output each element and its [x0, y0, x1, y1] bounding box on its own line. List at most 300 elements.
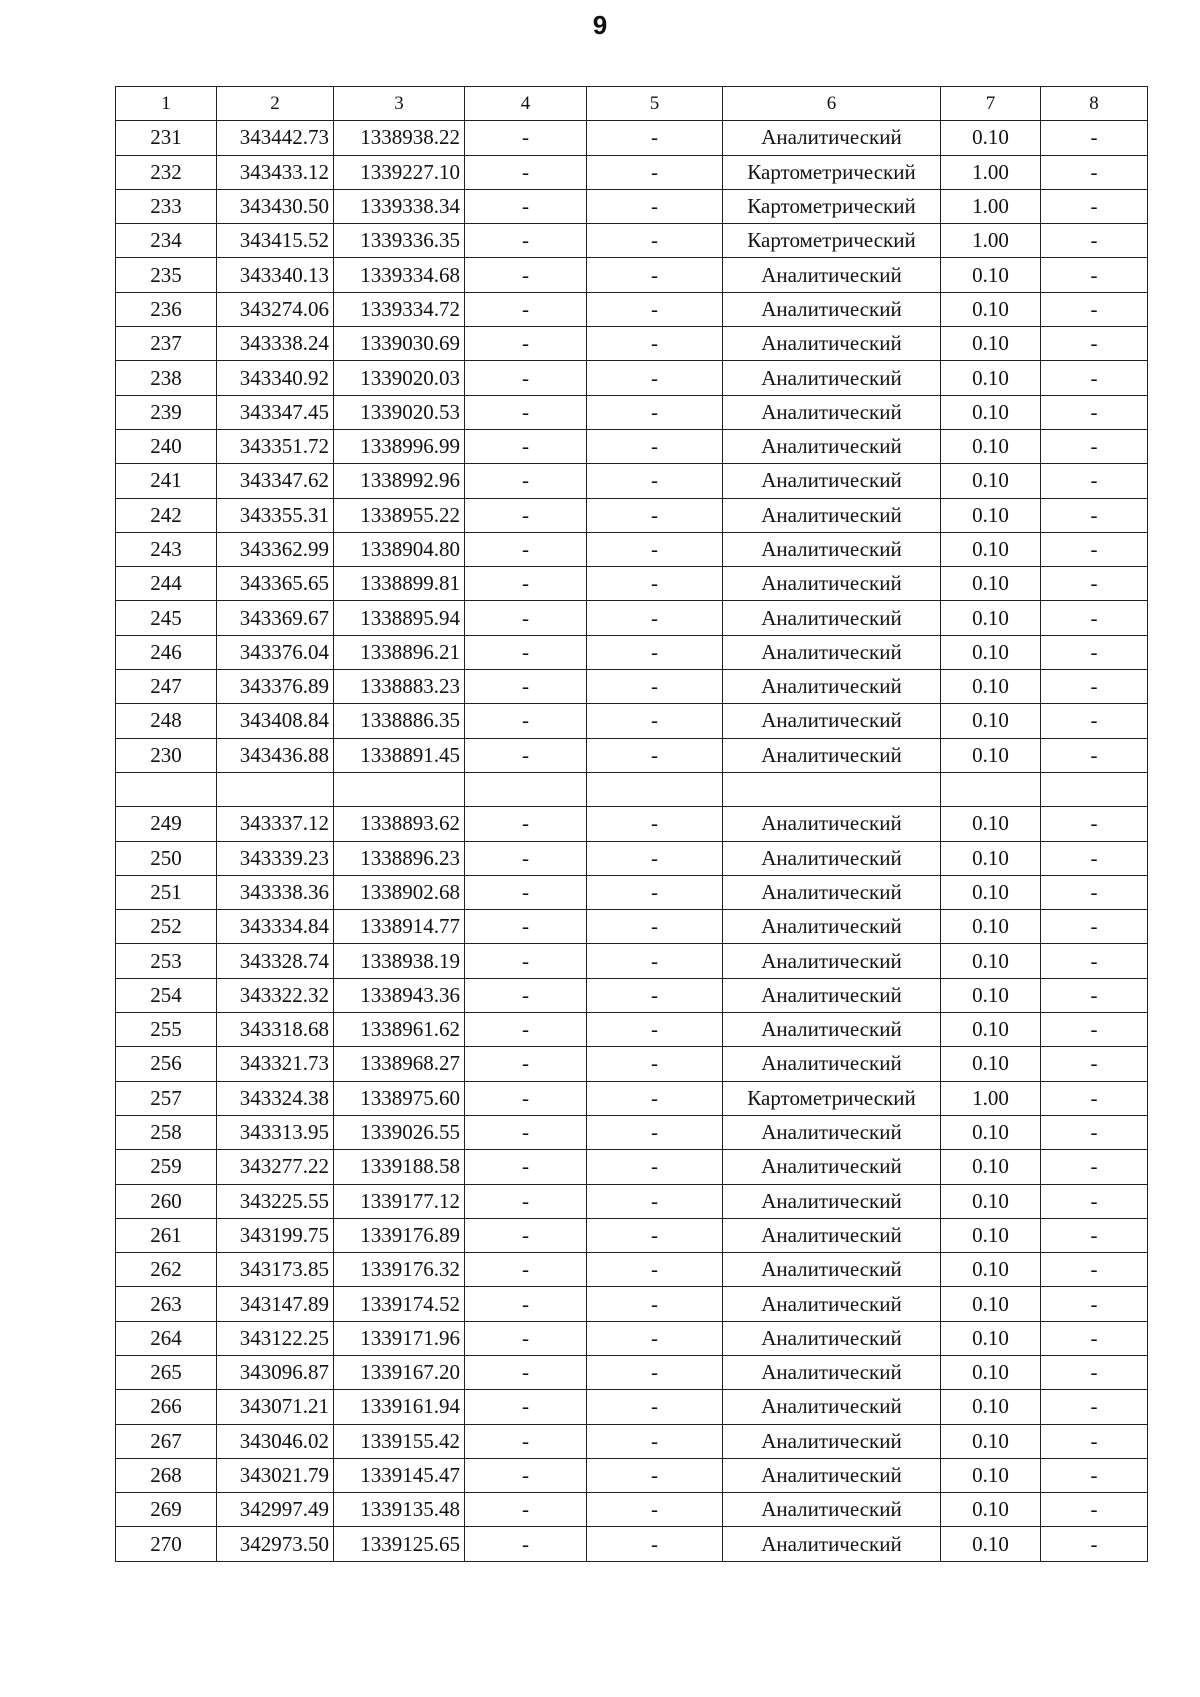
column-8-cell: - — [1041, 1047, 1148, 1081]
point-number-cell: 267 — [116, 1424, 217, 1458]
point-number-cell: 235 — [116, 258, 217, 292]
x-coordinate-cell: 343334.84 — [217, 910, 334, 944]
column-5-cell: - — [587, 910, 723, 944]
table-row — [116, 395, 1148, 429]
column-4-cell: - — [465, 1253, 587, 1287]
column-8-cell: - — [1041, 464, 1148, 498]
y-coordinate-cell: 1338883.23 — [334, 670, 465, 704]
x-coordinate-cell: 343365.65 — [217, 567, 334, 601]
x-coordinate-cell — [217, 772, 334, 806]
point-number-cell: 266 — [116, 1390, 217, 1424]
column-5-cell: - — [587, 1493, 723, 1527]
method-cell: Аналитический — [723, 498, 941, 532]
table-row — [116, 875, 1148, 909]
table-row — [116, 978, 1148, 1012]
point-number-cell: 247 — [116, 670, 217, 704]
method-cell — [723, 772, 941, 806]
point-number-cell: 260 — [116, 1184, 217, 1218]
x-coordinate-cell: 343322.32 — [217, 978, 334, 1012]
x-coordinate-cell: 343340.13 — [217, 258, 334, 292]
table-row — [116, 704, 1148, 738]
column-4-cell: - — [465, 738, 587, 772]
column-5-cell: - — [587, 635, 723, 669]
column-8-cell: - — [1041, 738, 1148, 772]
header-cell: 5 — [587, 87, 723, 121]
method-cell: Аналитический — [723, 567, 941, 601]
column-5-cell: - — [587, 1081, 723, 1115]
table-row — [116, 944, 1148, 978]
table-row — [116, 1047, 1148, 1081]
accuracy-cell: 0.10 — [941, 1287, 1041, 1321]
column-4-cell: - — [465, 910, 587, 944]
method-cell: Аналитический — [723, 1218, 941, 1252]
point-number-cell: 248 — [116, 704, 217, 738]
accuracy-cell: 0.10 — [941, 1218, 1041, 1252]
y-coordinate-cell: 1339020.53 — [334, 395, 465, 429]
table-row — [116, 1355, 1148, 1389]
y-coordinate-cell: 1338968.27 — [334, 1047, 465, 1081]
accuracy-cell: 0.10 — [941, 1493, 1041, 1527]
x-coordinate-cell: 343351.72 — [217, 429, 334, 463]
x-coordinate-cell: 343277.22 — [217, 1150, 334, 1184]
table-row — [116, 1321, 1148, 1355]
method-cell: Аналитический — [723, 532, 941, 566]
column-4-cell: - — [465, 498, 587, 532]
column-8-cell: - — [1041, 1184, 1148, 1218]
point-number-cell: 256 — [116, 1047, 217, 1081]
y-coordinate-cell: 1338914.77 — [334, 910, 465, 944]
method-cell: Аналитический — [723, 1355, 941, 1389]
column-4-cell: - — [465, 1355, 587, 1389]
column-5-cell: - — [587, 121, 723, 155]
column-5-cell: - — [587, 532, 723, 566]
table-row — [116, 1493, 1148, 1527]
x-coordinate-cell: 343096.87 — [217, 1355, 334, 1389]
method-cell: Аналитический — [723, 1150, 941, 1184]
x-coordinate-cell: 343340.92 — [217, 361, 334, 395]
table-row — [116, 635, 1148, 669]
column-5-cell: - — [587, 841, 723, 875]
column-4-cell: - — [465, 121, 587, 155]
method-cell: Аналитический — [723, 704, 941, 738]
point-number-cell: 230 — [116, 738, 217, 772]
x-coordinate-cell: 343436.88 — [217, 738, 334, 772]
accuracy-cell: 0.10 — [941, 1013, 1041, 1047]
column-8-cell: - — [1041, 978, 1148, 1012]
point-number-cell: 261 — [116, 1218, 217, 1252]
column-5-cell: - — [587, 978, 723, 1012]
point-number-cell: 253 — [116, 944, 217, 978]
point-number-cell: 236 — [116, 292, 217, 326]
column-4-cell: - — [465, 978, 587, 1012]
point-number-cell: 251 — [116, 875, 217, 909]
column-8-cell: - — [1041, 395, 1148, 429]
column-5-cell: - — [587, 1424, 723, 1458]
column-5-cell: - — [587, 498, 723, 532]
x-coordinate-cell: 343442.73 — [217, 121, 334, 155]
column-8-cell: - — [1041, 704, 1148, 738]
table-row — [116, 738, 1148, 772]
column-8-cell: - — [1041, 1321, 1148, 1355]
x-coordinate-cell: 343328.74 — [217, 944, 334, 978]
header-cell: 2 — [217, 87, 334, 121]
x-coordinate-cell: 343225.55 — [217, 1184, 334, 1218]
column-5-cell: - — [587, 704, 723, 738]
point-number-cell: 242 — [116, 498, 217, 532]
accuracy-cell: 0.10 — [941, 121, 1041, 155]
column-8-cell: - — [1041, 224, 1148, 258]
accuracy-cell: 0.10 — [941, 1458, 1041, 1492]
x-coordinate-cell: 343046.02 — [217, 1424, 334, 1458]
point-number-cell: 243 — [116, 532, 217, 566]
column-4-cell: - — [465, 1184, 587, 1218]
method-cell: Картометрический — [723, 155, 941, 189]
table-row — [116, 1115, 1148, 1149]
point-number-cell: 238 — [116, 361, 217, 395]
table-row — [116, 1424, 1148, 1458]
accuracy-cell: 0.10 — [941, 1355, 1041, 1389]
method-cell: Картометрический — [723, 189, 941, 223]
column-4-cell: - — [465, 841, 587, 875]
method-cell: Аналитический — [723, 1253, 941, 1287]
method-cell: Аналитический — [723, 841, 941, 875]
column-4-cell: - — [465, 327, 587, 361]
y-coordinate-cell: 1339334.68 — [334, 258, 465, 292]
x-coordinate-cell: 343415.52 — [217, 224, 334, 258]
column-5-cell: - — [587, 1047, 723, 1081]
y-coordinate-cell: 1338893.62 — [334, 807, 465, 841]
accuracy-cell: 1.00 — [941, 189, 1041, 223]
method-cell: Аналитический — [723, 464, 941, 498]
column-4-cell: - — [465, 567, 587, 601]
accuracy-cell: 0.10 — [941, 738, 1041, 772]
point-number-cell: 258 — [116, 1115, 217, 1149]
point-number-cell: 257 — [116, 1081, 217, 1115]
y-coordinate-cell: 1339020.03 — [334, 361, 465, 395]
accuracy-cell: 0.10 — [941, 1321, 1041, 1355]
accuracy-cell: 0.10 — [941, 361, 1041, 395]
method-cell: Аналитический — [723, 1493, 941, 1527]
header-cell: 8 — [1041, 87, 1148, 121]
page-number: 9 — [592, 10, 608, 40]
accuracy-cell: 0.10 — [941, 292, 1041, 326]
point-number-cell: 254 — [116, 978, 217, 1012]
column-8-cell: - — [1041, 944, 1148, 978]
y-coordinate-cell: 1339338.34 — [334, 189, 465, 223]
column-5-cell: - — [587, 155, 723, 189]
method-cell: Аналитический — [723, 1424, 941, 1458]
table-row — [116, 292, 1148, 326]
column-5-cell: - — [587, 875, 723, 909]
method-cell: Аналитический — [723, 875, 941, 909]
column-4-cell: - — [465, 875, 587, 909]
point-number-cell: 252 — [116, 910, 217, 944]
column-5-cell: - — [587, 224, 723, 258]
header-cell: 6 — [723, 87, 941, 121]
y-coordinate-cell: 1338896.23 — [334, 841, 465, 875]
method-cell: Аналитический — [723, 635, 941, 669]
table-row — [116, 567, 1148, 601]
table-row — [116, 772, 1148, 806]
x-coordinate-cell: 343071.21 — [217, 1390, 334, 1424]
method-cell: Картометрический — [723, 1081, 941, 1115]
accuracy-cell: 0.10 — [941, 1424, 1041, 1458]
accuracy-cell — [941, 772, 1041, 806]
column-8-cell: - — [1041, 361, 1148, 395]
x-coordinate-cell: 342973.50 — [217, 1527, 334, 1561]
column-8-cell: - — [1041, 532, 1148, 566]
method-cell: Аналитический — [723, 1287, 941, 1321]
column-4-cell: - — [465, 429, 587, 463]
column-8-cell: - — [1041, 1390, 1148, 1424]
column-4-cell: - — [465, 1047, 587, 1081]
column-5-cell: - — [587, 1287, 723, 1321]
column-4-cell: - — [465, 532, 587, 566]
table-header-row — [116, 87, 1148, 121]
method-cell: Аналитический — [723, 1047, 941, 1081]
column-5-cell: - — [587, 1253, 723, 1287]
accuracy-cell: 0.10 — [941, 704, 1041, 738]
table-row — [116, 532, 1148, 566]
method-cell: Аналитический — [723, 807, 941, 841]
table-row — [116, 1287, 1148, 1321]
method-cell: Аналитический — [723, 1013, 941, 1047]
table-row — [116, 807, 1148, 841]
column-8-cell: - — [1041, 121, 1148, 155]
accuracy-cell: 0.10 — [941, 670, 1041, 704]
column-4-cell: - — [465, 704, 587, 738]
y-coordinate-cell: 1338891.45 — [334, 738, 465, 772]
accuracy-cell: 1.00 — [941, 1081, 1041, 1115]
column-4-cell: - — [465, 224, 587, 258]
point-number-cell: 265 — [116, 1355, 217, 1389]
x-coordinate-cell: 343021.79 — [217, 1458, 334, 1492]
method-cell: Аналитический — [723, 978, 941, 1012]
accuracy-cell: 0.10 — [941, 1390, 1041, 1424]
accuracy-cell: 0.10 — [941, 532, 1041, 566]
accuracy-cell: 0.10 — [941, 601, 1041, 635]
accuracy-cell: 0.10 — [941, 910, 1041, 944]
point-number-cell: 264 — [116, 1321, 217, 1355]
method-cell: Картометрический — [723, 224, 941, 258]
accuracy-cell: 0.10 — [941, 1184, 1041, 1218]
x-coordinate-cell: 343274.06 — [217, 292, 334, 326]
column-5-cell: - — [587, 327, 723, 361]
x-coordinate-cell: 343199.75 — [217, 1218, 334, 1252]
table-row — [116, 327, 1148, 361]
accuracy-cell: 0.10 — [941, 1253, 1041, 1287]
accuracy-cell: 1.00 — [941, 155, 1041, 189]
x-coordinate-cell: 343338.36 — [217, 875, 334, 909]
x-coordinate-cell: 343430.50 — [217, 189, 334, 223]
y-coordinate-cell: 1339188.58 — [334, 1150, 465, 1184]
column-8-cell: - — [1041, 189, 1148, 223]
point-number-cell: 239 — [116, 395, 217, 429]
column-8-cell: - — [1041, 1355, 1148, 1389]
column-8-cell — [1041, 772, 1148, 806]
accuracy-cell: 0.10 — [941, 944, 1041, 978]
column-8-cell: - — [1041, 1424, 1148, 1458]
y-coordinate-cell: 1338961.62 — [334, 1013, 465, 1047]
point-number-cell: 250 — [116, 841, 217, 875]
table-row — [116, 464, 1148, 498]
point-number-cell: 270 — [116, 1527, 217, 1561]
point-number-cell: 255 — [116, 1013, 217, 1047]
column-8-cell: - — [1041, 1253, 1148, 1287]
x-coordinate-cell: 343173.85 — [217, 1253, 334, 1287]
accuracy-cell: 0.10 — [941, 567, 1041, 601]
method-cell: Аналитический — [723, 395, 941, 429]
method-cell: Аналитический — [723, 1184, 941, 1218]
column-5-cell: - — [587, 601, 723, 635]
header-cell: 7 — [941, 87, 1041, 121]
table-body — [116, 87, 1148, 1562]
method-cell: Аналитический — [723, 258, 941, 292]
accuracy-cell: 0.10 — [941, 258, 1041, 292]
table-row — [116, 1527, 1148, 1561]
table-row — [116, 1458, 1148, 1492]
table-row — [116, 1081, 1148, 1115]
table-row — [116, 1184, 1148, 1218]
point-number-cell: 268 — [116, 1458, 217, 1492]
method-cell: Аналитический — [723, 910, 941, 944]
y-coordinate-cell: 1338938.19 — [334, 944, 465, 978]
y-coordinate-cell: 1339334.72 — [334, 292, 465, 326]
table-row — [116, 155, 1148, 189]
y-coordinate-cell: 1339174.52 — [334, 1287, 465, 1321]
column-5-cell: - — [587, 807, 723, 841]
accuracy-cell: 0.10 — [941, 807, 1041, 841]
column-4-cell: - — [465, 258, 587, 292]
method-cell: Аналитический — [723, 738, 941, 772]
column-8-cell: - — [1041, 1115, 1148, 1149]
column-4-cell: - — [465, 1527, 587, 1561]
x-coordinate-cell: 343321.73 — [217, 1047, 334, 1081]
table-row — [116, 1218, 1148, 1252]
column-8-cell: - — [1041, 498, 1148, 532]
y-coordinate-cell: 1338904.80 — [334, 532, 465, 566]
accuracy-cell: 0.10 — [941, 464, 1041, 498]
column-4-cell: - — [465, 464, 587, 498]
y-coordinate-cell: 1338895.94 — [334, 601, 465, 635]
method-cell: Аналитический — [723, 292, 941, 326]
y-coordinate-cell: 1339336.35 — [334, 224, 465, 258]
x-coordinate-cell: 343313.95 — [217, 1115, 334, 1149]
y-coordinate-cell: 1339030.69 — [334, 327, 465, 361]
y-coordinate-cell: 1338899.81 — [334, 567, 465, 601]
header-cell: 1 — [116, 87, 217, 121]
y-coordinate-cell: 1338902.68 — [334, 875, 465, 909]
column-8-cell: - — [1041, 1150, 1148, 1184]
point-number-cell: 259 — [116, 1150, 217, 1184]
column-4-cell: - — [465, 944, 587, 978]
column-5-cell: - — [587, 1150, 723, 1184]
column-5-cell: - — [587, 944, 723, 978]
x-coordinate-cell: 343376.89 — [217, 670, 334, 704]
x-coordinate-cell: 343339.23 — [217, 841, 334, 875]
column-5-cell: - — [587, 1355, 723, 1389]
column-5-cell: - — [587, 670, 723, 704]
method-cell: Аналитический — [723, 361, 941, 395]
column-8-cell: - — [1041, 670, 1148, 704]
y-coordinate-cell: 1338943.36 — [334, 978, 465, 1012]
column-8-cell: - — [1041, 841, 1148, 875]
column-5-cell: - — [587, 189, 723, 223]
table-row — [116, 1390, 1148, 1424]
point-number-cell: 237 — [116, 327, 217, 361]
column-8-cell: - — [1041, 1287, 1148, 1321]
column-8-cell: - — [1041, 807, 1148, 841]
column-8-cell: - — [1041, 601, 1148, 635]
point-number-cell: 241 — [116, 464, 217, 498]
accuracy-cell: 0.10 — [941, 1150, 1041, 1184]
accuracy-cell: 0.10 — [941, 635, 1041, 669]
column-5-cell: - — [587, 1458, 723, 1492]
accuracy-cell: 0.10 — [941, 498, 1041, 532]
accuracy-cell: 0.10 — [941, 429, 1041, 463]
x-coordinate-cell: 343122.25 — [217, 1321, 334, 1355]
y-coordinate-cell: 1338955.22 — [334, 498, 465, 532]
accuracy-cell: 0.10 — [941, 1115, 1041, 1149]
table-row — [116, 1150, 1148, 1184]
method-cell: Аналитический — [723, 121, 941, 155]
column-4-cell: - — [465, 292, 587, 326]
column-5-cell: - — [587, 1013, 723, 1047]
column-5-cell: - — [587, 1390, 723, 1424]
point-number-cell: 234 — [116, 224, 217, 258]
table-row — [116, 910, 1148, 944]
x-coordinate-cell: 343337.12 — [217, 807, 334, 841]
point-number-cell: 263 — [116, 1287, 217, 1321]
x-coordinate-cell: 343347.45 — [217, 395, 334, 429]
column-4-cell: - — [465, 395, 587, 429]
header-cell: 4 — [465, 87, 587, 121]
y-coordinate-cell: 1338975.60 — [334, 1081, 465, 1115]
column-8-cell: - — [1041, 635, 1148, 669]
y-coordinate-cell: 1339125.65 — [334, 1527, 465, 1561]
point-number-cell: 232 — [116, 155, 217, 189]
column-5-cell — [587, 772, 723, 806]
column-5-cell: - — [587, 429, 723, 463]
method-cell: Аналитический — [723, 1115, 941, 1149]
column-4-cell: - — [465, 1013, 587, 1047]
y-coordinate-cell: 1338996.99 — [334, 429, 465, 463]
column-8-cell: - — [1041, 1527, 1148, 1561]
column-8-cell: - — [1041, 1493, 1148, 1527]
column-4-cell: - — [465, 807, 587, 841]
table-row — [116, 1253, 1148, 1287]
method-cell: Аналитический — [723, 429, 941, 463]
x-coordinate-cell: 343433.12 — [217, 155, 334, 189]
table-row — [116, 841, 1148, 875]
y-coordinate-cell: 1339171.96 — [334, 1321, 465, 1355]
column-4-cell: - — [465, 1424, 587, 1458]
y-coordinate-cell: 1339135.48 — [334, 1493, 465, 1527]
column-5-cell: - — [587, 258, 723, 292]
column-4-cell: - — [465, 1218, 587, 1252]
point-number-cell: 245 — [116, 601, 217, 635]
column-5-cell: - — [587, 1115, 723, 1149]
accuracy-cell: 0.10 — [941, 841, 1041, 875]
x-coordinate-cell: 343362.99 — [217, 532, 334, 566]
column-4-cell: - — [465, 1081, 587, 1115]
y-coordinate-cell: 1339167.20 — [334, 1355, 465, 1389]
column-4-cell: - — [465, 1287, 587, 1321]
column-5-cell: - — [587, 395, 723, 429]
point-number-cell: 269 — [116, 1493, 217, 1527]
accuracy-cell: 1.00 — [941, 224, 1041, 258]
table-row — [116, 258, 1148, 292]
